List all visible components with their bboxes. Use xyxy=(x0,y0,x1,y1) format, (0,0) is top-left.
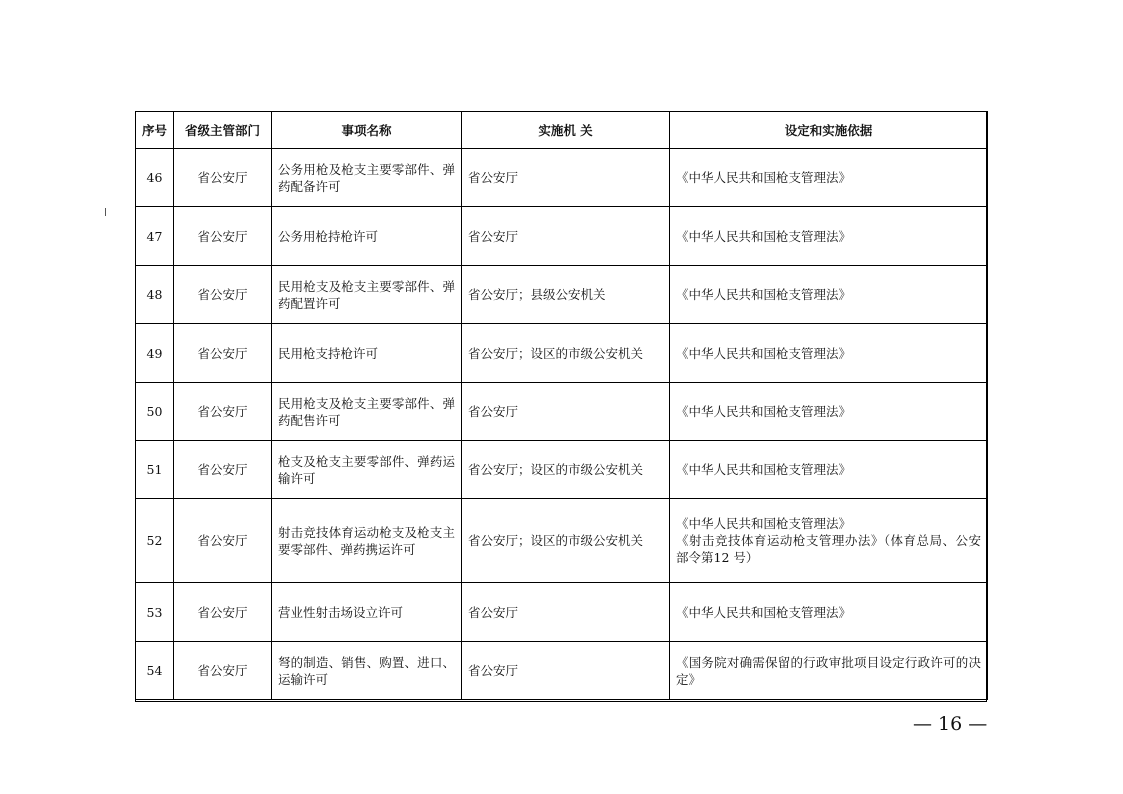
basis-line: 《中华人民共和国枪支管理法》 xyxy=(676,345,852,361)
item-name-cell: 公务用枪持枪许可 xyxy=(272,207,462,266)
table-row xyxy=(136,324,988,383)
basis-cell xyxy=(670,207,988,266)
agency-cell: 省公安厅 xyxy=(462,207,670,266)
header-agency: 实施机 关 xyxy=(462,112,670,149)
basis-line: 《中华人民共和国枪支管理法》 xyxy=(676,516,852,531)
basis-cell xyxy=(670,583,988,642)
basis-cell xyxy=(670,642,988,700)
basis-line: 《中华人民共和国枪支管理法》 xyxy=(676,228,852,244)
agency-cell: 省公安厅；设区的市级公安机关 xyxy=(462,324,670,383)
table-row xyxy=(136,441,988,499)
basis-line: 《中华人民共和国枪支管理法》 xyxy=(676,287,852,302)
table-row xyxy=(136,266,988,324)
department-cell: 省公安厅 xyxy=(174,149,272,207)
agency-cell: 省公安厅 xyxy=(462,583,670,642)
item-name-cell: 弩的制造、销售、购置、进口、运输许可 xyxy=(272,642,462,700)
basis-line: 《中华人民共和国枪支管理法》 xyxy=(676,604,852,620)
department-cell: 省公安厅 xyxy=(174,642,272,700)
page-number: — 16 — xyxy=(913,713,988,735)
table-row xyxy=(136,642,988,700)
item-name-cell: 枪支及枪支主要零部件、弹药运输许可 xyxy=(272,441,462,499)
department-cell: 省公安厅 xyxy=(174,441,272,499)
serial-cell: 50 xyxy=(136,383,174,441)
basis-line: 《中华人民共和国枪支管理法》 xyxy=(676,462,852,477)
item-name-cell: 民用枪支及枪支主要零部件、弹药配售许可 xyxy=(272,383,462,441)
serial-cell: 54 xyxy=(136,642,174,700)
item-name-cell: 民用枪支持枪许可 xyxy=(272,324,462,383)
table-row xyxy=(136,583,988,642)
basis-line: 《射击竞技体育运动枪支管理办法》（体育总局、公安部令第12 号） xyxy=(676,533,981,565)
department-cell: 省公安厅 xyxy=(174,324,272,383)
licensing-items-table xyxy=(135,111,988,700)
serial-cell: 46 xyxy=(136,149,174,207)
serial-cell: 53 xyxy=(136,583,174,642)
basis-cell xyxy=(670,499,988,583)
agency-cell: 省公安厅；县级公安机关 xyxy=(462,266,670,324)
department-cell: 省公安厅 xyxy=(174,207,272,266)
item-name-cell: 公务用枪及枪支主要零部件、弹药配备许可 xyxy=(272,149,462,207)
table-row xyxy=(136,383,988,441)
serial-cell: 52 xyxy=(136,499,174,583)
table-row xyxy=(136,499,988,583)
basis-cell xyxy=(670,441,988,499)
department-cell: 省公安厅 xyxy=(174,383,272,441)
basis-cell xyxy=(670,149,988,207)
agency-cell: 省公安厅 xyxy=(462,383,670,441)
basis-cell xyxy=(670,266,988,324)
item-name-cell: 射击竞技体育运动枪支及枪支主要零部件、弹药携运许可 xyxy=(272,499,462,583)
table-row xyxy=(136,207,988,266)
item-name-cell: 营业性射击场设立许可 xyxy=(272,583,462,642)
header-basis: 设定和实施依据 xyxy=(670,112,988,149)
table-row xyxy=(136,149,988,207)
agency-cell: 省公安厅 xyxy=(462,642,670,700)
header-department: 省级主管部门 xyxy=(174,112,272,149)
agency-cell: 省公安厅；设区的市级公安机关 xyxy=(462,499,670,583)
serial-cell: 51 xyxy=(136,441,174,499)
header-serial: 序号 xyxy=(136,112,174,149)
header-item-name: 事项名称 xyxy=(272,112,462,149)
table-header-row xyxy=(136,112,988,149)
basis-cell xyxy=(670,383,988,441)
item-name-cell: 民用枪支及枪支主要零部件、弹药配置许可 xyxy=(272,266,462,324)
serial-cell: 49 xyxy=(136,324,174,383)
basis-cell xyxy=(670,324,988,383)
basis-line: 《中华人民共和国枪支管理法》 xyxy=(676,170,852,185)
department-cell: 省公安厅 xyxy=(174,583,272,642)
basis-line: 《国务院对确需保留的行政审批项目设定行政许可的决定》 xyxy=(676,654,981,687)
serial-cell: 48 xyxy=(136,266,174,324)
basis-line: 《中华人民共和国枪支管理法》 xyxy=(676,404,852,419)
serial-cell: 47 xyxy=(136,207,174,266)
department-cell: 省公安厅 xyxy=(174,499,272,583)
agency-cell: 省公安厅 xyxy=(462,149,670,207)
margin-mark xyxy=(105,208,106,216)
agency-cell: 省公安厅；设区的市级公安机关 xyxy=(462,441,670,499)
department-cell: 省公安厅 xyxy=(174,266,272,324)
